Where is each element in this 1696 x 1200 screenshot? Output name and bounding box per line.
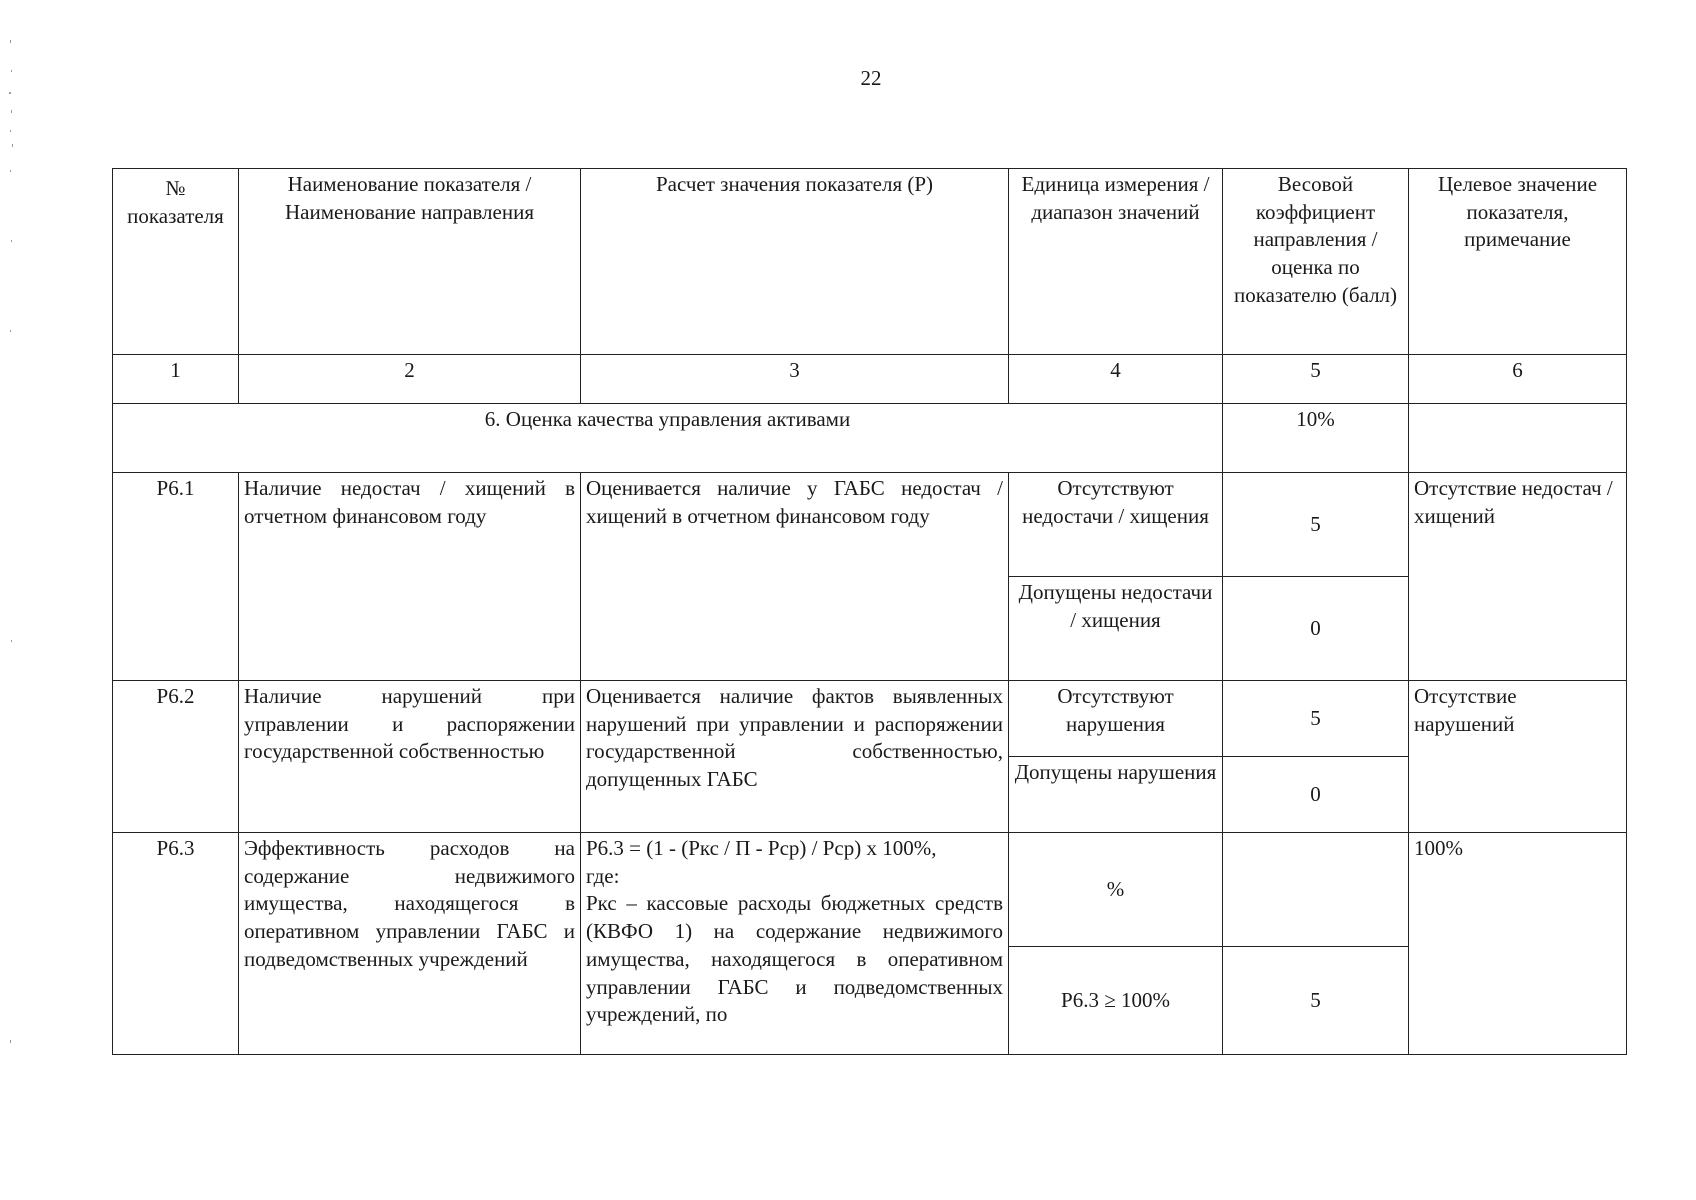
page-number: 22 <box>860 66 882 90</box>
indicator-id: Р6.2 <box>113 681 239 833</box>
section-empty-cell <box>1409 404 1627 473</box>
header-cell-target: Целевое значение показателя, примечание <box>1409 169 1627 355</box>
range-score: 0 <box>1223 577 1409 681</box>
table-header-row <box>113 169 1627 355</box>
indicator-target: 100% <box>1409 833 1627 1055</box>
section-title: 6. Оценка качества управления активами <box>113 404 1223 473</box>
indicator-target: Отсутствие недостач / хищений <box>1409 473 1627 681</box>
column-number: 5 <box>1223 355 1409 404</box>
header-cell-name: Наименование показателя / Наименование направления <box>239 169 581 355</box>
column-number-row <box>113 355 1627 404</box>
range-score: 0 <box>1223 757 1409 833</box>
range-label: Р6.3 ≥ 100% <box>1009 947 1223 1055</box>
calculation-where: где: <box>586 863 620 888</box>
indicator-target: Отсутствие нарушений <box>1409 681 1627 833</box>
indicator-name: Эффективность расходов на содержание недвижимого имущества, находящегося в оперативном управлении ГАБС и подведомственных учреждений <box>239 833 581 1055</box>
column-number: 3 <box>581 355 1009 404</box>
calculation-formula: Р6.3 = (1 - (Ркс / П - Рср) / Рср) х 100%, <box>586 836 937 860</box>
range-label: Допущены нарушения <box>1009 757 1223 833</box>
indicators-table <box>112 168 1627 1055</box>
scan-edge-marks <box>8 40 14 1140</box>
header-cell-calculation: Расчет значения показателя (Р) <box>581 169 1009 355</box>
indicator-name: Наличие нарушений при управлении и распоряжении государственной собственностью <box>239 681 581 833</box>
indicator-id: Р6.1 <box>113 473 239 681</box>
indicator-calculation <box>581 833 1009 1055</box>
range-label: Отсутствуют недостачи / хищения <box>1009 473 1223 577</box>
section-weight: 10% <box>1223 404 1409 473</box>
range-score <box>1223 833 1409 947</box>
section-row <box>113 404 1627 473</box>
column-number: 1 <box>113 355 239 404</box>
range-label: Отсутствуют нарушения <box>1009 681 1223 757</box>
indicator-calculation: Оценивается наличие у ГАБС недостач / хищений в отчетном финансовом году <box>581 473 1009 681</box>
column-number: 2 <box>239 355 581 404</box>
table-row <box>113 833 1627 947</box>
header-cell-unit: Единица измерения / диапазон значений <box>1009 169 1223 355</box>
table-row <box>113 681 1627 757</box>
indicator-calculation: Оценивается наличие фактов выявленных нарушений при управлении и распоряжении государственной собственностью, допущенных ГАБС <box>581 681 1009 833</box>
indicator-name: Наличие недостач / хищений в отчетном финансовом году <box>239 473 581 681</box>
column-number: 4 <box>1009 355 1223 404</box>
column-number: 6 <box>1409 355 1627 404</box>
range-score: 5 <box>1223 473 1409 577</box>
range-score: 5 <box>1223 947 1409 1055</box>
table-row <box>113 473 1627 577</box>
calculation-description: Ркс – кассовые расходы бюджетных средств (КВФО 1) на содержание недвижимого имущества, находящегося в оперативном управлении ГАБС и подведомственных учреждений, по <box>586 891 1003 1027</box>
range-label: % <box>1009 833 1223 947</box>
header-cell-number: № показателя <box>113 169 239 355</box>
header-cell-weight: Весовой коэффициент направления / оценка по показателю (балл) <box>1223 169 1409 355</box>
range-label: Допущены недостачи / хищения <box>1009 577 1223 681</box>
indicator-id: Р6.3 <box>113 833 239 1055</box>
range-score: 5 <box>1223 681 1409 757</box>
